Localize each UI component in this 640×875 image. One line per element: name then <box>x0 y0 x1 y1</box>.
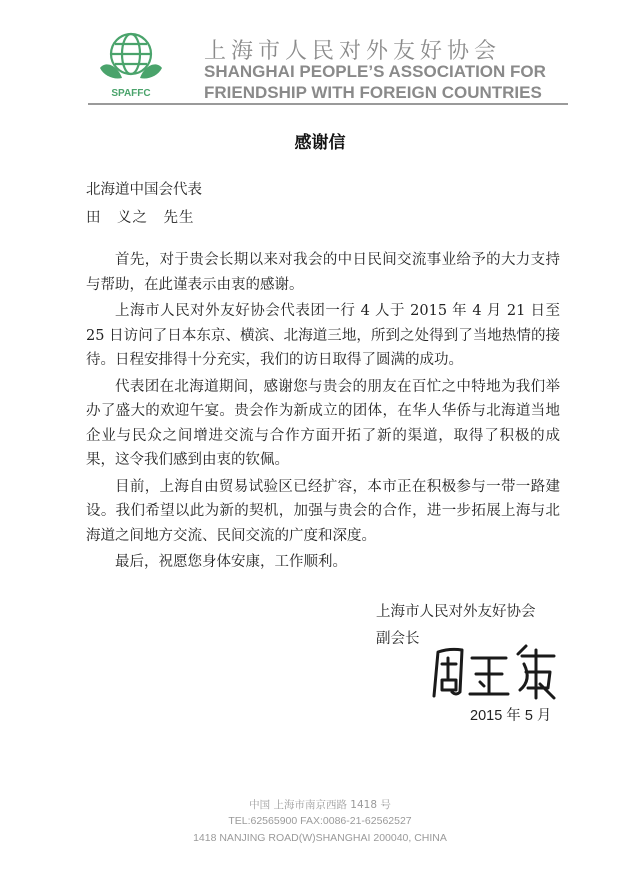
letterhead-divider <box>88 103 568 105</box>
logo-text: SPAFFC <box>111 88 151 99</box>
body-paragraph: 上海市人民对外友好协会代表团一行 4 人于 2015 年 4 月 21 日至 25 日访问了日本东京、横滨、北海道三地，所到之处得到了当地热情的接待。日程安排得十分充实，我们的访日取得了圆满的成功。 <box>86 303 560 368</box>
footer-address-en: 1418 NANJING ROAD(W)SHANGHAI 200040, CHINA <box>193 832 447 844</box>
signature-title: 副会长 <box>376 631 420 647</box>
signature-organization: 上海市人民对外友好协会 <box>376 604 536 620</box>
body-paragraph: 代表团在北海道期间，感谢您与贵会的朋友在百忙之中特地为我们举办了盛大的欢迎午宴。贵会作为新成立的团体，在华人华侨与北海道当地企业与民众之间增进交流与合作方面开拓了新的渠道，取得了积极的成果，这令我们感到由衷的钦佩。 <box>86 378 560 468</box>
letter-date: 2015 年 5 月 <box>470 708 552 724</box>
globe-leaf-emblem-icon <box>96 30 166 100</box>
org-name-en-line2: FRIENDSHIP WITH FOREIGN COUNTRIES <box>204 83 542 102</box>
footer-contact: TEL:62565900 FAX:0086-21-62562527 <box>228 815 412 827</box>
body-paragraph: 首先，对于贵会长期以来对我会的中日民间交流事业给予的大力支持与帮助，在此谨表示由衷的感谢。 <box>86 252 560 293</box>
letter-body <box>86 248 560 577</box>
org-name-cn: 上海市人民对外友好协会 <box>204 39 502 64</box>
letter-title: 感谢信 <box>294 133 346 153</box>
letterhead <box>96 30 566 110</box>
body-paragraph: 目前，上海自由贸易试验区已经扩容，本市正在积极参与一带一路建设。我们希望以此为新的契机，加强与贵会的合作，进一步拓展上海与北海道之间地方交流、民间交流的广度和深度。 <box>86 478 560 544</box>
body-paragraph: 最后，祝愿您身体安康，工作顺利。 <box>115 554 347 570</box>
footer-address-cn: 中国 上海市南京西路 1418 号 <box>249 799 391 811</box>
recipient-name: 田 义之 先生 <box>86 210 195 226</box>
recipient-organization: 北海道中国会代表 <box>86 182 202 198</box>
handwritten-signature <box>428 640 560 702</box>
org-name-en-line1: SHANGHAI PEOPLE’S ASSOCIATION FOR <box>204 62 546 81</box>
